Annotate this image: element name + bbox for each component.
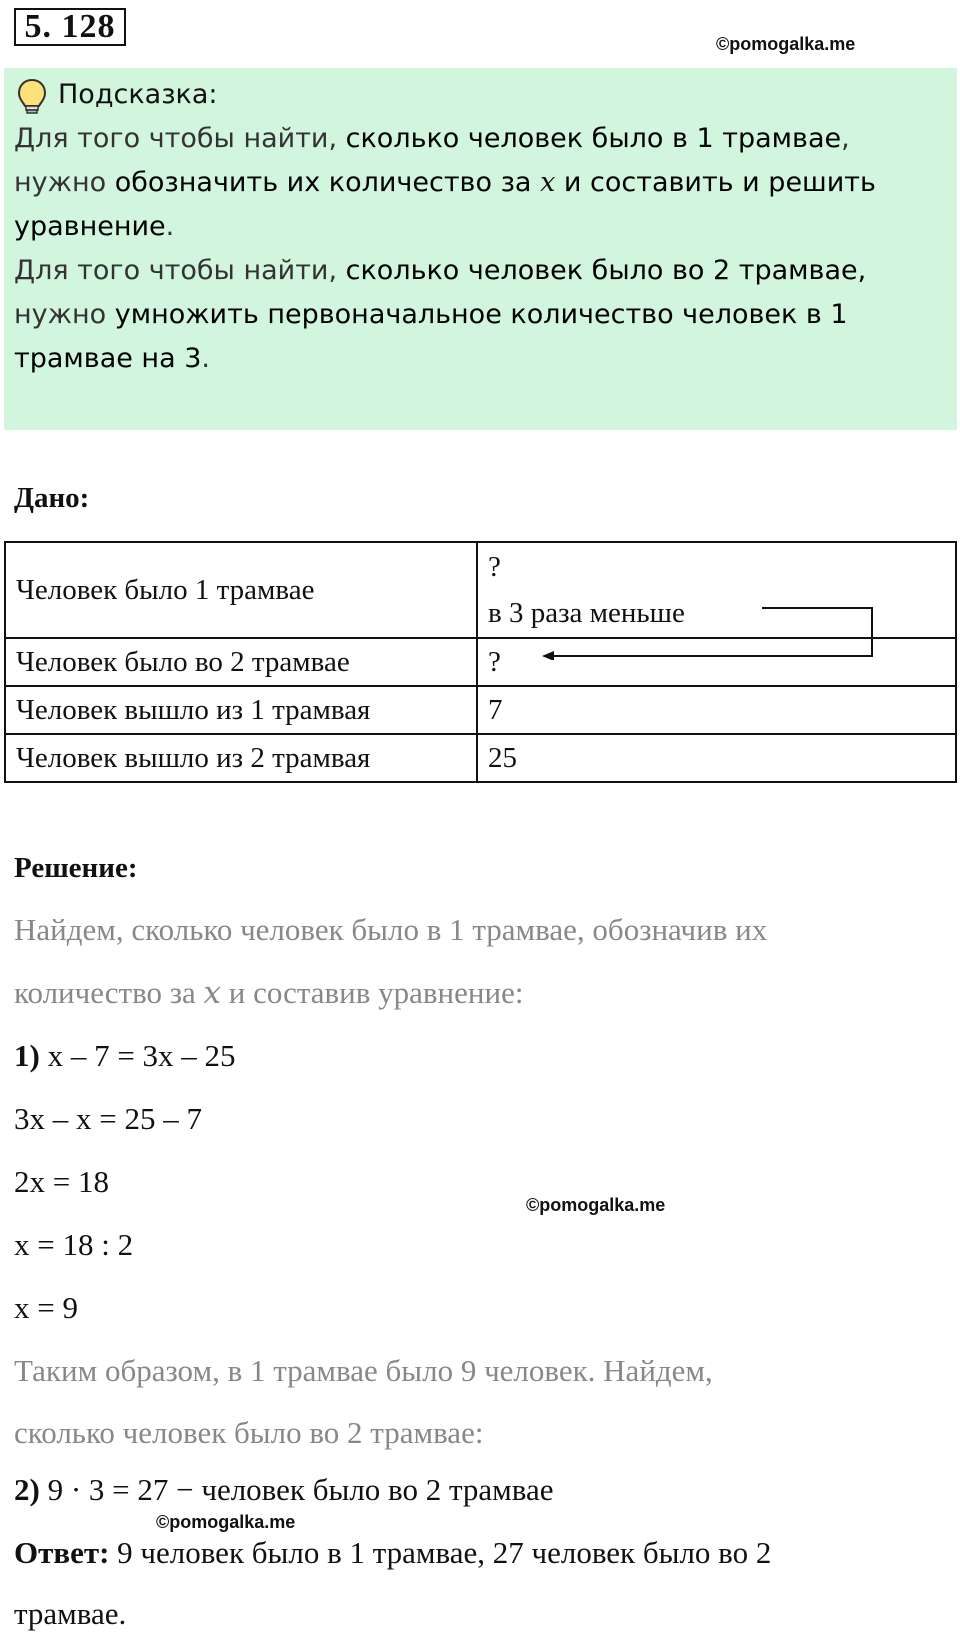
table-row [5,686,956,734]
hint-text: трамвае на 3 [14,343,202,374]
hint-text: и составить и решить [555,167,876,198]
equation-5: x = 9 [14,1290,78,1325]
step-number: 2) [14,1472,40,1507]
hint-text: . [201,343,210,374]
equation-2: 3x – x = 25 – 7 [14,1101,202,1136]
hint-text: , [841,123,850,154]
watermark-bottom: ©pomogalka.me [156,1512,296,1532]
hint-text: нужно [14,167,115,198]
value-relation: в 3 раза меньше [488,597,685,629]
table-cell-label: Человек было 1 трамвае [5,542,477,638]
hint-text: уравнение [14,211,166,242]
equation-text: x – 7 = 3x – 25 [47,1038,236,1073]
table-cell-label: Человек вышло из 1 трамвая [5,686,477,734]
equation-6 [14,1470,554,1510]
equation-1 [14,1036,236,1076]
hint-text: сколько человек было во 2 трамвае, [345,255,867,286]
hint-text: обозначить их количество за [114,167,541,198]
hint-text: Для того чтобы найти, [14,255,346,286]
table-row [5,734,956,782]
answer-text: 9 человек было в 1 трамвае, 27 человек было во 2 [109,1535,772,1570]
equation-4: x = 18 : 2 [14,1227,134,1262]
hint-title: Подсказка: [58,79,218,110]
given-table [4,541,957,783]
table-cell-value: 25 [477,734,956,782]
hint-text: нужно [14,299,115,330]
variable-x: x [540,167,556,198]
table-cell-label: Человек было во 2 трамвае [5,638,477,686]
hint-paragraph-1 [14,117,954,381]
answer-line-1 [14,1533,771,1573]
answer-label: Ответ: [14,1535,110,1570]
solution-mid-line-1: Таким образом, в 1 трамвае было 9 человек. Найдем, [14,1353,713,1388]
table-cell-value: 7 [477,686,956,734]
variable-x: x [203,975,221,1011]
lightbulb-icon [16,78,48,116]
arrow-relation-icon [540,596,880,660]
hint-text: Для того чтобы найти, [14,123,346,154]
solution-intro-line-2 [14,973,523,1013]
equation-3: 2x = 18 [14,1164,109,1199]
solution-intro-line-1: Найдем, сколько человек было в 1 трамвае, обозначив их [14,912,768,947]
hint-text: сколько человек было в 1 трамвае [345,123,842,154]
equation-text: 9 · 3 = 27 − человек было во 2 трамвае [47,1472,554,1507]
given-title: Дано: [14,482,90,514]
watermark-top: ©pomogalka.me [716,34,856,54]
table-cell-label: Человек вышло из 2 трамвая [5,734,477,782]
solution-mid-line-2: сколько человек было во 2 трамвае: [14,1415,484,1450]
watermark-middle: ©pomogalka.me [526,1195,666,1215]
hint-box [4,68,957,430]
hint-text: . [165,211,175,242]
text: количество за [14,975,204,1010]
text: и составив уравнение: [220,975,524,1010]
task-number: 5. 128 [14,8,126,46]
value-question: ? [488,551,501,583]
solution-title: Решение: [14,852,138,884]
table-cell-value: ? [477,638,956,686]
hint-text: умножить первоначальное количество человек в 1 [114,299,848,330]
answer-line-2: трамвае. [14,1596,127,1631]
step-number: 1) [14,1038,40,1073]
